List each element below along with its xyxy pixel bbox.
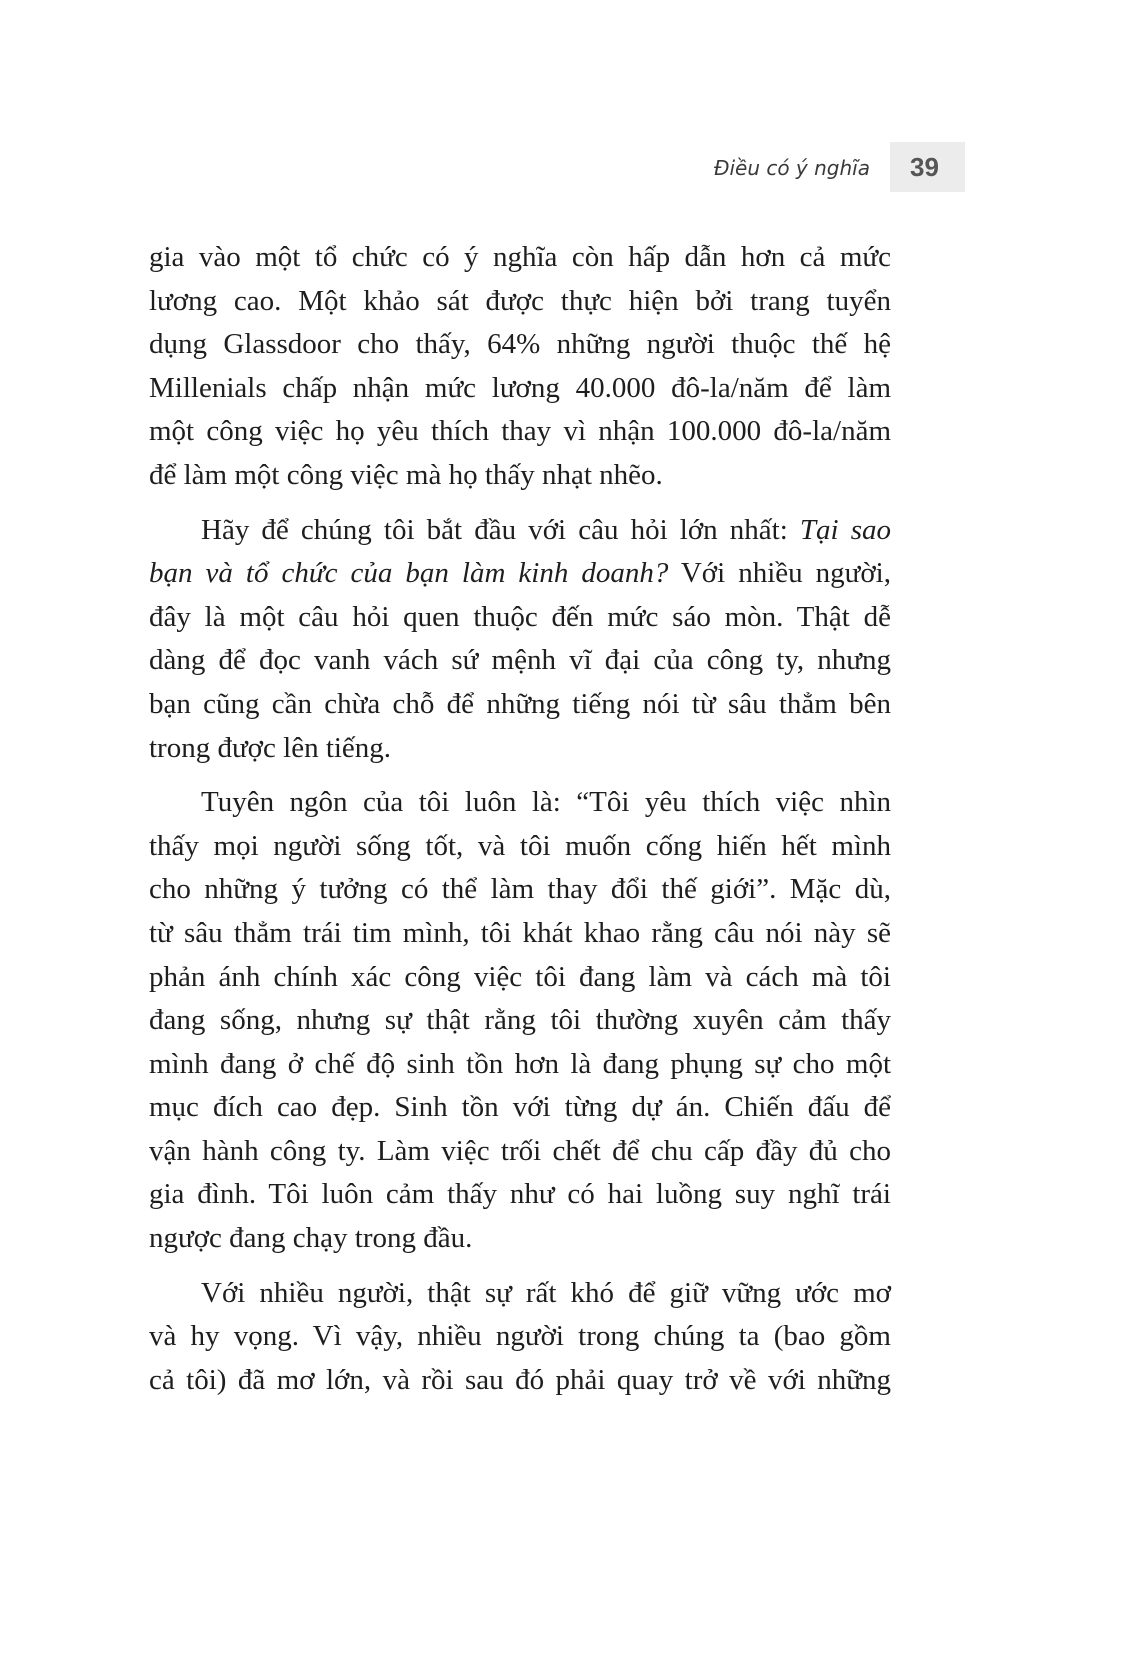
text-line: để làm một công việc mà họ thấy nhạt nhẽo. (149, 458, 663, 491)
text-line: trong được lên tiếng. (149, 731, 392, 764)
text-line: từ sâu thẳm trái tim mình, tôi khát khao rằng câu nói này sẽ (149, 916, 891, 949)
paragraph-gap (149, 1261, 891, 1272)
running-head (600, 142, 965, 192)
text-line: và hy vọng. Vì vậy, nhiều người trong chúng ta (bao gồm (149, 1320, 891, 1353)
text-line: mục đích cao đẹp. Sinh tồn với từng dự án. Chiến đấu để (149, 1091, 891, 1124)
running-title: Điều có ý nghĩa (713, 156, 870, 180)
italic-question: Tại sao (799, 513, 891, 546)
text-line: một công việc họ yêu thích thay vì nhận 100.000 đô-la/năm (149, 415, 891, 448)
page-number-box (890, 142, 965, 192)
paragraph (149, 509, 891, 771)
text-line (149, 509, 891, 553)
text-line: bạn cũng cần chừa chỗ để những tiếng nói từ sâu thẳm bên (149, 687, 891, 720)
body-text (149, 236, 891, 1402)
text-line: thấy mọi người sống tốt, và tôi muốn cống hiến hết mình (149, 829, 891, 862)
text-line: Millenials chấp nhận mức lương 40.000 đô-la/năm để làm (149, 371, 891, 404)
text-line: lương cao. Một khảo sát được thực hiện bởi trang tuyển (149, 284, 891, 317)
text-line: dụng Glassdoor cho thấy, 64% những người thuộc thế hệ (149, 328, 891, 361)
text-run: Hãy để chúng tôi bắt đầu với câu hỏi lớn nhất: (201, 513, 800, 546)
paragraph-gap (149, 498, 891, 509)
text-line: đây là một câu hỏi quen thuộc đến mức sáo mòn. Thật dễ (149, 600, 891, 633)
text-line: gia vào một tổ chức có ý nghĩa còn hấp dẫn hơn cả mức (149, 241, 891, 273)
text-line: cả tôi) đã mơ lớn, và rồi sau đó phải quay trở về với những (149, 1363, 891, 1396)
italic-question: bạn và tổ chức của bạn làm kinh doanh? (149, 557, 669, 590)
paragraph (149, 1272, 891, 1403)
text-line: dàng để đọc vanh vách sứ mệnh vĩ đại của công ty, nhưng (149, 644, 891, 677)
text-line: đang sống, nhưng sự thật rằng tôi thường xuyên cảm thấy (149, 1004, 891, 1037)
text-line: mình đang ở chế độ sinh tồn hơn là đang phụng sự cho một (149, 1047, 891, 1080)
paragraph-gap (149, 770, 891, 781)
paragraph (149, 781, 891, 1261)
text-line: gia đình. Tôi luôn cảm thấy như có hai luồng suy nghĩ trái (149, 1178, 891, 1211)
text-line: cho những ý tưởng có thể làm thay đổi thế giới”. Mặc dù, (149, 873, 891, 906)
paragraph (149, 236, 891, 498)
text-line: ngược đang chạy trong đầu. (149, 1222, 473, 1255)
text-line: Với nhiều người, thật sự rất khó để giữ vững ước mơ (201, 1276, 891, 1309)
text-line: vận hành công ty. Làm việc trối chết để chu cấp đầy đủ cho (149, 1134, 891, 1167)
page-number: 39 (910, 152, 939, 182)
text-line: Tuyên ngôn của tôi luôn là: “Tôi yêu thích việc nhìn (201, 786, 891, 819)
text-line: phản ánh chính xác công việc tôi đang làm và cách mà tôi (149, 960, 891, 993)
text-line (149, 552, 891, 596)
text-run: Với nhiều người, (668, 557, 891, 590)
